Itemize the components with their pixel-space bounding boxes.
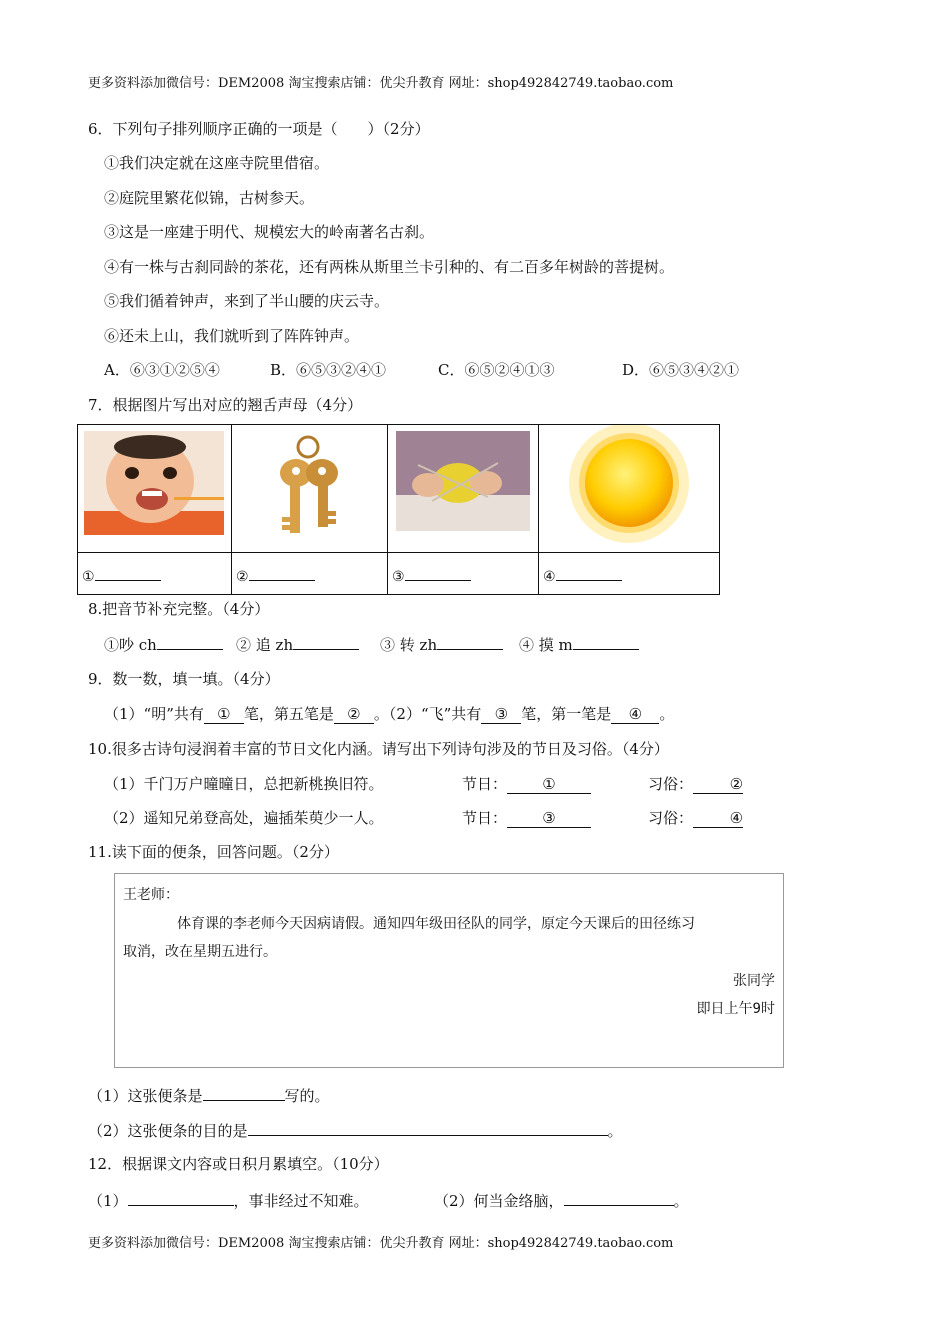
q9-text-2: 笔，第五笔是 — [243, 705, 334, 723]
sentence-6: ⑥还未上山，我们就听到了阵阵钟声。 — [104, 327, 360, 345]
question-12-title: 12．根据课文内容或日积月累填空。（10分） — [88, 1155, 389, 1173]
note-box — [114, 873, 784, 1068]
festival-2 — [462, 807, 591, 828]
knitting-picture-cell — [388, 425, 539, 553]
note-signature: 张同学 — [733, 973, 775, 989]
blank-1[interactable]: ① — [204, 706, 244, 724]
question-11-title: 11.读下面的便条，回答问题。（2分） — [88, 843, 339, 861]
syllable-item-2[interactable] — [236, 632, 359, 655]
option-a[interactable]: A．⑥③①②⑤④ — [104, 361, 220, 379]
note-date: 即日上午9时 — [696, 1001, 775, 1017]
festival-2-blank[interactable]: ③ — [507, 810, 591, 828]
syllable-item-4[interactable] — [519, 632, 639, 655]
festival-1 — [462, 773, 591, 794]
q11-sub-1-pre: （1）这张便条是 — [88, 1087, 203, 1105]
q9-text-3: 。（2）“飞”共有 — [373, 705, 482, 723]
question-10-title: 10.很多古诗句浸润着丰富的节日文化内涵。请写出下列诗句涉及的节日及习俗。（4分） — [88, 740, 669, 758]
baby-picture-cell — [78, 425, 232, 553]
sentence-1: ①我们决定就在这座寺院里借宿。 — [104, 154, 330, 172]
note-body-line-1: 体育课的李老师今天因病请假。通知四年级田径队的同学，原定今天课后的田径练习 — [177, 916, 695, 932]
q12-item-2 — [434, 1188, 689, 1211]
q12-item-1 — [88, 1188, 369, 1211]
sun-picture-cell — [539, 425, 720, 553]
blank-3[interactable]: ③ — [481, 706, 521, 724]
question-9-title: 9．数一数，填一填。（4分） — [88, 670, 280, 688]
custom-2-blank[interactable]: ④ — [693, 810, 743, 828]
q11-sub-2-blank[interactable] — [248, 1118, 608, 1136]
q12-item-2-pre: （2）何当金络脑， — [434, 1192, 564, 1210]
custom-1-blank[interactable]: ② — [693, 776, 743, 794]
sentence-4: ④有一株与古刹同龄的茶花，还有两株从斯里兰卡引种的、有二百多年树龄的菩提树。 — [104, 258, 675, 276]
q9-text-5: 。 — [659, 705, 675, 723]
note-body-line-2: 取消，改在星期五进行。 — [123, 944, 277, 960]
picture-table — [77, 424, 720, 595]
festival-2-label: 节日： — [462, 809, 508, 827]
sentence-3: ③这是一座建于明代、规模宏大的岭南著名古刹。 — [104, 223, 435, 241]
q9-text-1: （1）“明”共有 — [104, 705, 204, 723]
q11-sub-2-post: 。 — [607, 1122, 623, 1140]
blank-2[interactable]: ② — [334, 706, 374, 724]
custom-2-label: 习俗： — [648, 809, 694, 827]
q11-sub-1-blank[interactable] — [203, 1083, 285, 1101]
q11-sub-1 — [88, 1083, 330, 1106]
q12-item-1-pre: （1） — [88, 1192, 128, 1210]
answer-cell-2[interactable] — [232, 553, 388, 595]
q11-sub-2 — [88, 1118, 623, 1141]
keys-icon — [232, 425, 387, 548]
option-d[interactable]: D．⑥⑤③④②① — [622, 361, 740, 379]
poem-2: （2）遥知兄弟登高处，遍插茱萸少一人。 — [104, 809, 384, 827]
page-footer: 更多资料添加微信号：DEM2008 淘宝搜索店铺：优尖升教育 网址：shop492842749.taobao.com — [88, 1236, 674, 1251]
answer-cell-2-label: ② — [236, 568, 249, 585]
question-9-line — [104, 703, 674, 724]
syllable-3-text: ③ 转 zh — [380, 636, 438, 654]
page-header: 更多资料添加微信号：DEM2008 淘宝搜索店铺：优尖升教育 网址：shop492842749.taobao.com — [88, 76, 674, 91]
answer-cell-4[interactable] — [539, 553, 720, 595]
syllable-2-text: ② 追 zh — [236, 636, 294, 654]
baby-icon — [78, 425, 231, 548]
keys-picture-cell — [232, 425, 388, 553]
question-6-title: 6．下列句子排列顺序正确的一项是（ ）（2分） — [88, 120, 430, 138]
note-salutation: 王老师： — [123, 887, 179, 903]
q12-item-1-blank[interactable] — [128, 1188, 234, 1206]
q9-text-4: 笔，第一笔是 — [521, 705, 612, 723]
custom-1-label: 习俗： — [648, 775, 694, 793]
festival-1-blank[interactable]: ① — [507, 776, 591, 794]
custom-2 — [648, 807, 743, 828]
answer-cell-1[interactable] — [78, 553, 232, 595]
syllable-item-3[interactable] — [380, 632, 503, 655]
option-b[interactable]: B．⑥⑤③②④① — [270, 361, 387, 379]
knitting-icon — [388, 425, 538, 548]
answer-cell-4-label: ④ — [543, 568, 556, 585]
answer-cell-3[interactable] — [388, 553, 539, 595]
q12-item-1-post: ，事非经过不知难。 — [233, 1192, 369, 1210]
sentence-5: ⑤我们循着钟声，来到了半山腰的庆云寺。 — [104, 292, 390, 310]
q11-sub-1-post: 写的。 — [284, 1087, 330, 1105]
q12-item-2-blank[interactable] — [564, 1188, 674, 1206]
answer-cell-3-label: ③ — [392, 568, 405, 585]
syllable-4-text: ④ 摸 m — [519, 636, 573, 654]
q11-sub-2-pre: （2）这张便条的目的是 — [88, 1122, 248, 1140]
custom-1 — [648, 773, 743, 794]
sun-icon — [539, 425, 719, 548]
festival-1-label: 节日： — [462, 775, 508, 793]
question-8-title: 8.把音节补充完整。（4分） — [88, 600, 270, 618]
answer-cell-1-label: ① — [82, 568, 95, 585]
question-7-title: 7．根据图片写出对应的翘舌声母（4分） — [88, 396, 363, 414]
syllable-1-text: ①吵 ch — [104, 636, 157, 654]
syllable-item-1[interactable] — [104, 632, 223, 655]
poem-1: （1）千门万户曈曈日，总把新桃换旧符。 — [104, 775, 384, 793]
q12-item-2-post: 。 — [673, 1192, 689, 1210]
blank-4[interactable]: ④ — [611, 706, 659, 724]
sentence-2: ②庭院里繁花似锦，古树参天。 — [104, 189, 315, 207]
option-c[interactable]: C．⑥⑤②④①③ — [438, 361, 555, 379]
